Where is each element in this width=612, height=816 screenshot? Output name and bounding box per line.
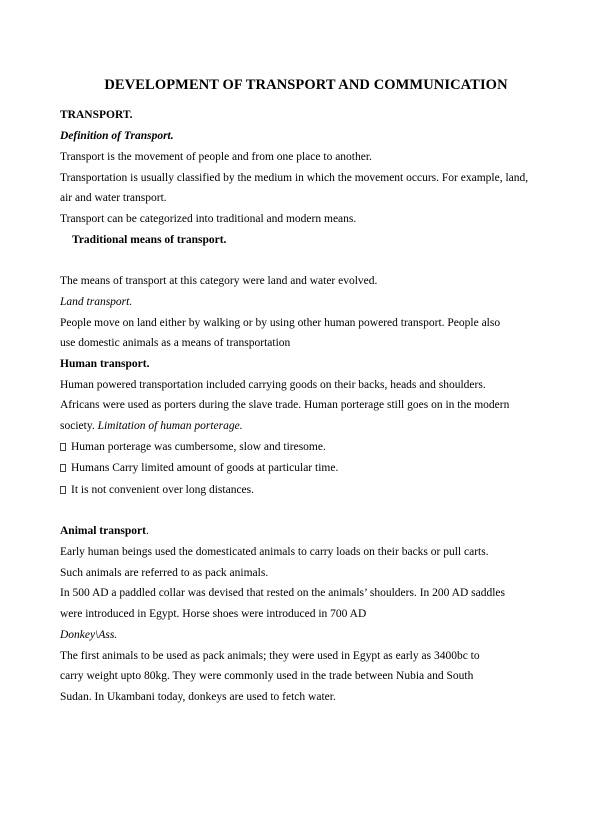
donkey-line-1: The first animals to be used as pack animals; they were used in Egypt as early as 3400bc to <box>60 650 480 662</box>
human-transport-heading: Human transport. <box>60 358 150 370</box>
classification-line-1: Transportation is usually classified by the medium in which the movement occurs. For example, land, <box>60 172 529 184</box>
limitation-item-2-text: Humans Carry limited amount of goods at particular time. <box>71 462 339 474</box>
land-transport-heading: Land transport. <box>60 296 133 308</box>
donkey-line-2: carry weight upto 80kg. They were commonly used in the trade between Nubia and South <box>60 670 474 682</box>
limitation-item-2 <box>60 461 338 475</box>
limitation-heading: Limitation of human porterage. <box>97 420 243 432</box>
animal-transport-heading-line <box>60 524 149 538</box>
animal-line-1: Early human beings used the domesticated animals to carry loads on their backs or pull carts. <box>60 546 489 558</box>
collar-line-2: were introduced in Egypt. Horse shoes were introduced in 700 AD <box>60 608 367 620</box>
donkey-heading: Donkey\Ass. <box>60 629 118 641</box>
limitation-item-1 <box>60 440 326 454</box>
bullet-box-icon <box>60 486 66 494</box>
classification-line-2: air and water transport. <box>60 192 167 204</box>
land-line-2: use domestic animals as a means of transportation <box>60 337 291 349</box>
means-text: The means of transport at this category were land and water evolved. <box>60 275 378 287</box>
animal-line-2: Such animals are referred to as pack animals. <box>60 567 269 579</box>
animal-transport-heading: Animal transport <box>60 525 146 537</box>
human-line-1: Human powered transportation included carrying goods on their backs, heads and shoulders. <box>60 379 486 391</box>
animal-heading-suffix: . <box>145 525 149 537</box>
limitation-item-3 <box>60 483 254 497</box>
limitation-item-3-text: It is not convenient over long distances. <box>71 484 255 496</box>
section-heading-transport: TRANSPORT. <box>60 109 133 121</box>
human-line-3-text: society. <box>60 420 98 432</box>
human-line-3 <box>60 419 243 433</box>
land-line-1: People move on land either by walking or by using other human powered transport. People also <box>60 317 501 329</box>
limitation-item-1-text: Human porterage was cumbersome, slow and tiresome. <box>71 441 326 453</box>
human-line-2: Africans were used as porters during the slave trade. Human porterage still goes on in the modern <box>60 399 510 411</box>
collar-line-1: In 500 AD a paddled collar was devised that rested on the animals’ shoulders. In 200 AD saddles <box>60 587 505 599</box>
bullet-box-icon <box>60 443 66 451</box>
definition-heading: Definition of Transport. <box>60 130 174 142</box>
bullet-box-icon <box>60 464 66 472</box>
categories-text: Transport can be categorized into traditional and modern means. <box>60 213 357 225</box>
definition-text: Transport is the movement of people and from one place to another. <box>60 151 372 163</box>
donkey-line-3: Sudan. In Ukambani today, donkeys are used to fetch water. <box>60 691 336 703</box>
document-title: DEVELOPMENT OF TRANSPORT AND COMMUNICATION <box>104 77 508 93</box>
traditional-heading: Traditional means of transport. <box>72 234 227 246</box>
